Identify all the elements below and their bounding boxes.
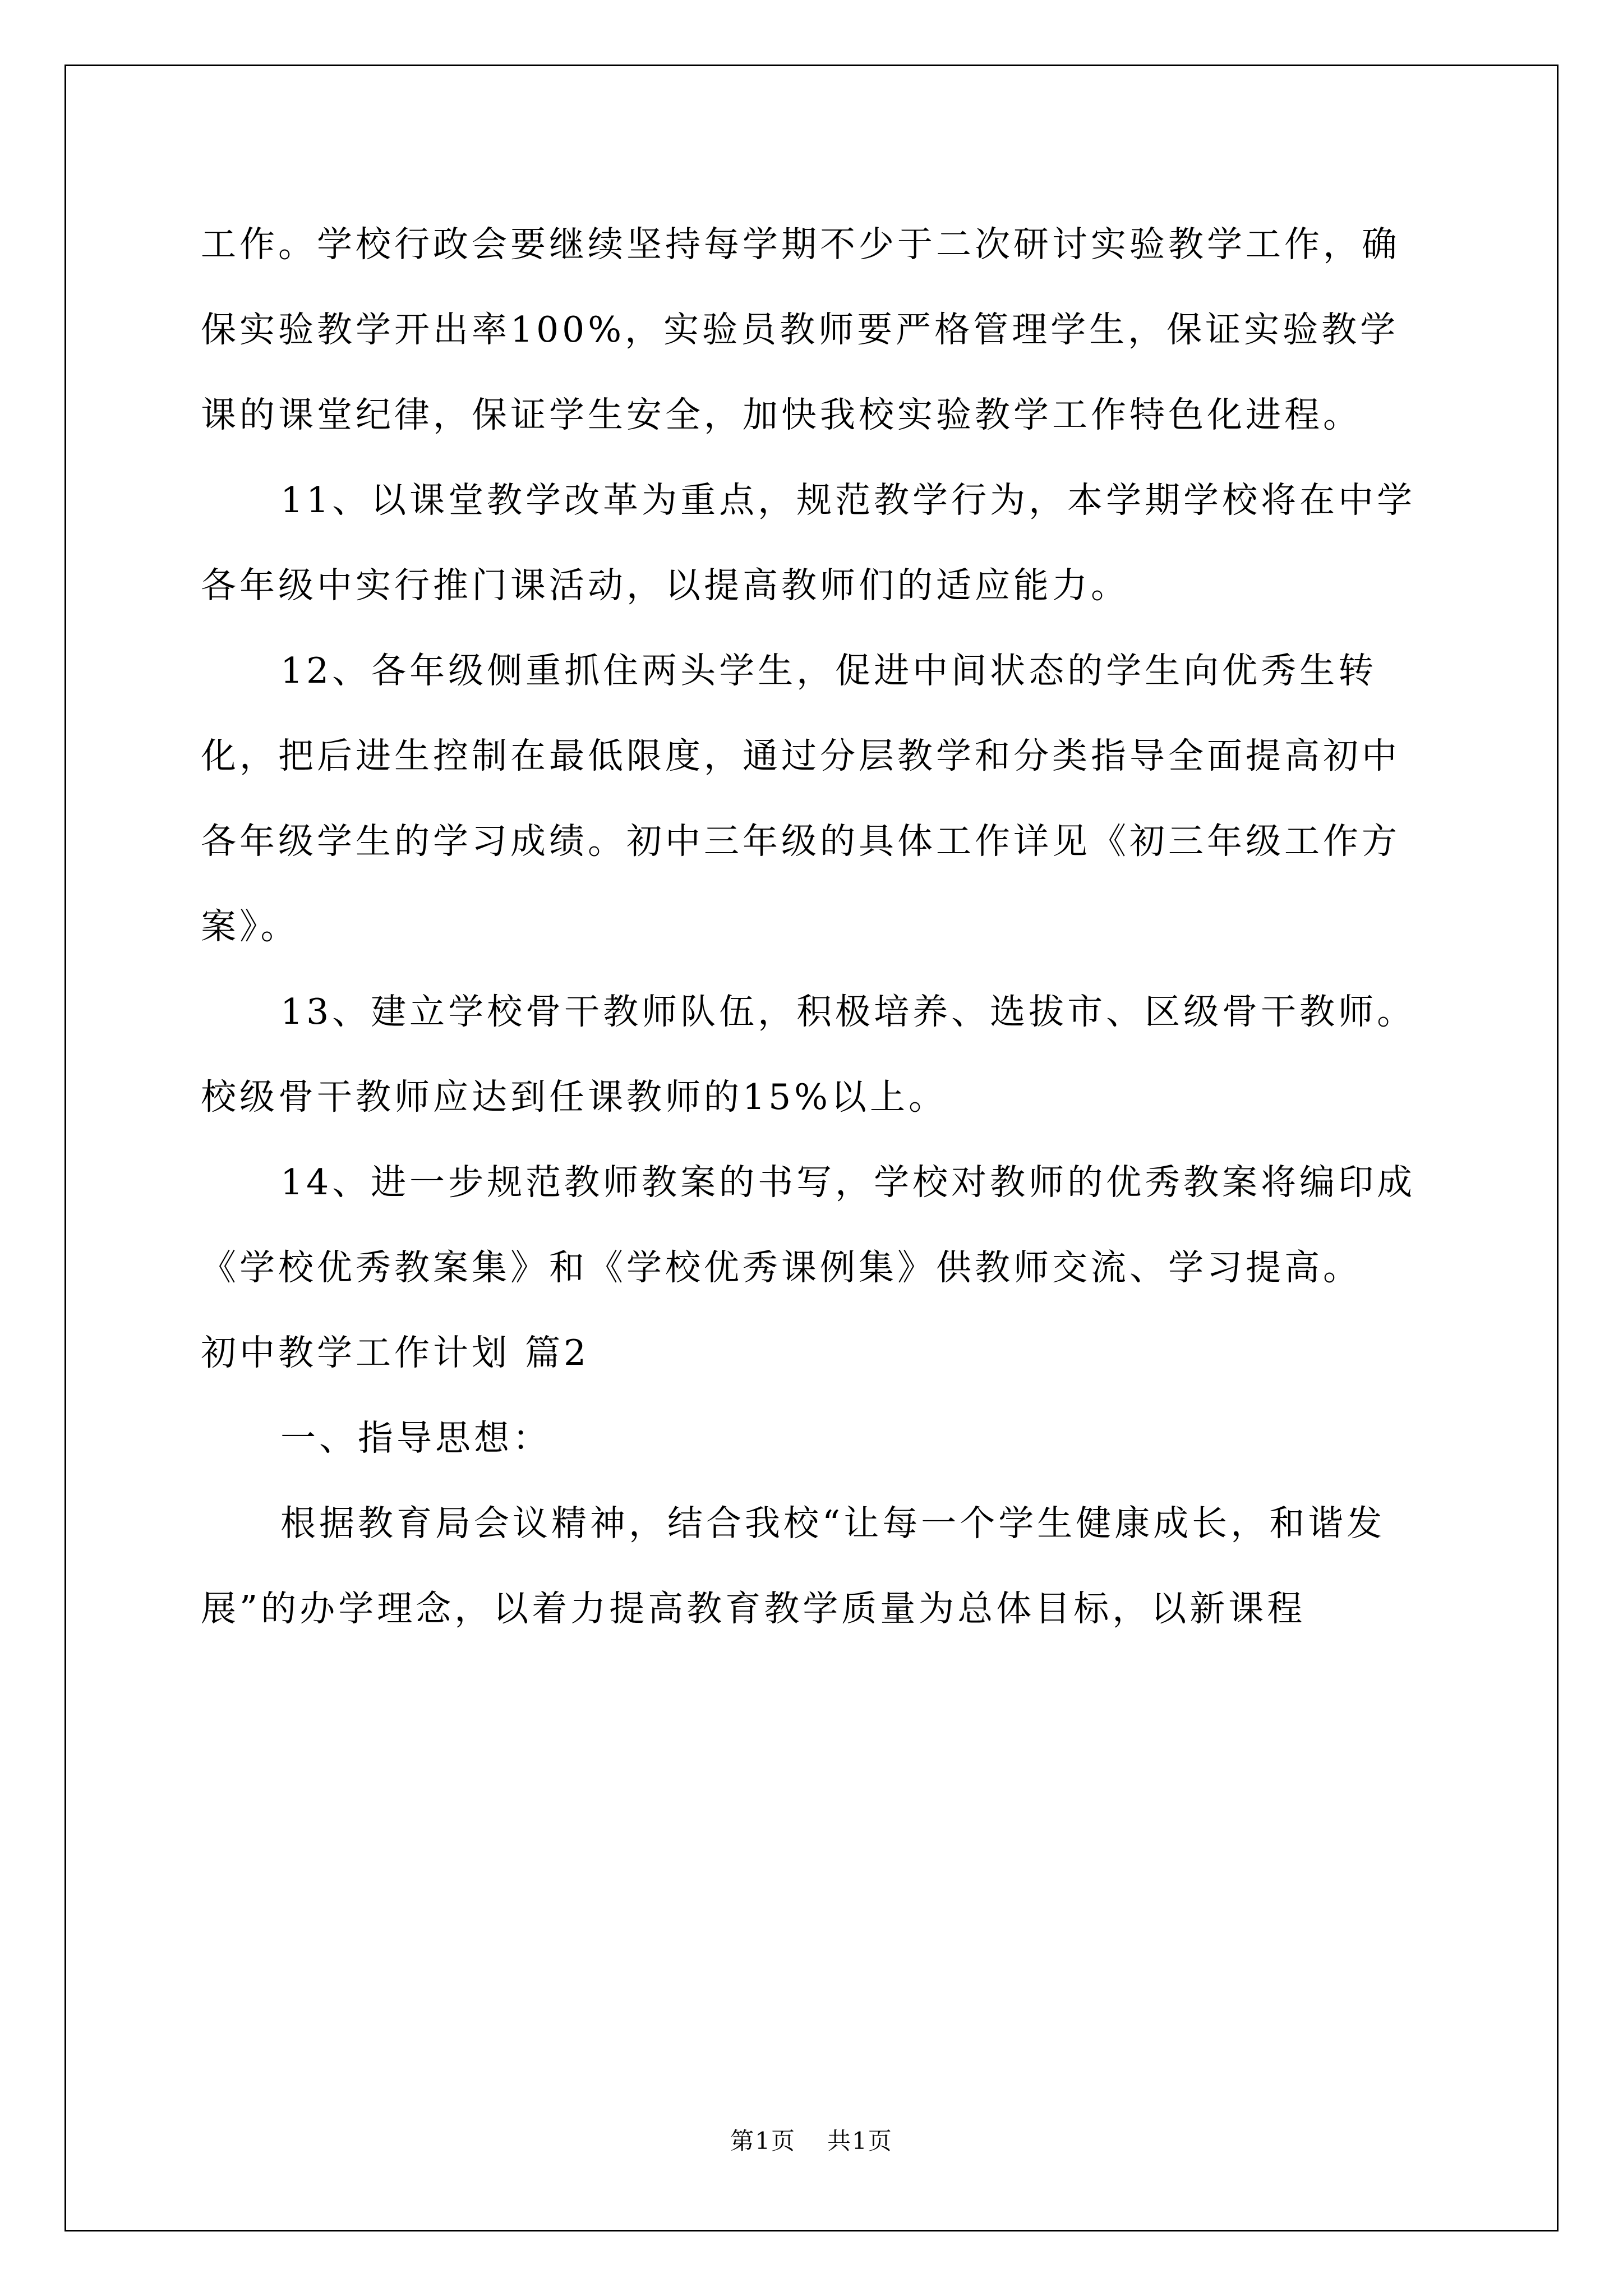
paragraph-item-12: 12、各年级侧重抓住两头学生，促进中间状态的学生向优秀生转化，把后进生控制在最低限度，通过分层教学和分类指导全面提高初中各年级学生的学习成绩。初中三年级的具体工作详见《初三年级工作方案》。 xyxy=(201,650,1400,947)
section-heading: 初中教学工作计划 篇2 xyxy=(201,1332,590,1373)
document-body xyxy=(201,202,1437,1651)
page-number-total: 共1页 xyxy=(827,2127,893,2155)
paragraph-item-13: 13、建立学校骨干教师队伍，积极培养、选拔市、区级骨干教师。校级骨干教师应达到任课教师的15%以上。 xyxy=(201,991,1416,1117)
page-number-current: 第1页 xyxy=(730,2127,796,2155)
subheading-guiding-thought: 一、指导思想： xyxy=(280,1418,551,1458)
page-footer xyxy=(0,2127,1623,2155)
paragraph-continuation: 工作。学校行政会要继续坚持每学期不少于二次研讨实验教学工作，确保实验教学开出率100%，实验员教师要严格管理学生，保证实验教学课的课堂纪律，保证学生安全，加快我校实验教学工作特色化进程。 xyxy=(201,224,1400,435)
paragraph-item-11: 11、以课堂教学改革为重点，规范教学行为，本学期学校将在中学各年级中实行推门课活动，以提高教师们的适应能力。 xyxy=(201,480,1416,606)
paragraph-guiding-thought: 根据教育局会议精神，结合我校“让每一个学生健康成长，和谐发展”的办学理念，以着力提高教育教学质量为总体目标，以新课程 xyxy=(201,1503,1386,1629)
paragraph-item-14: 14、进一步规范教师教案的书写，学校对教师的优秀教案将编印成《学校优秀教案集》和《学校优秀课例集》供教师交流、学习提高。 xyxy=(201,1162,1416,1288)
